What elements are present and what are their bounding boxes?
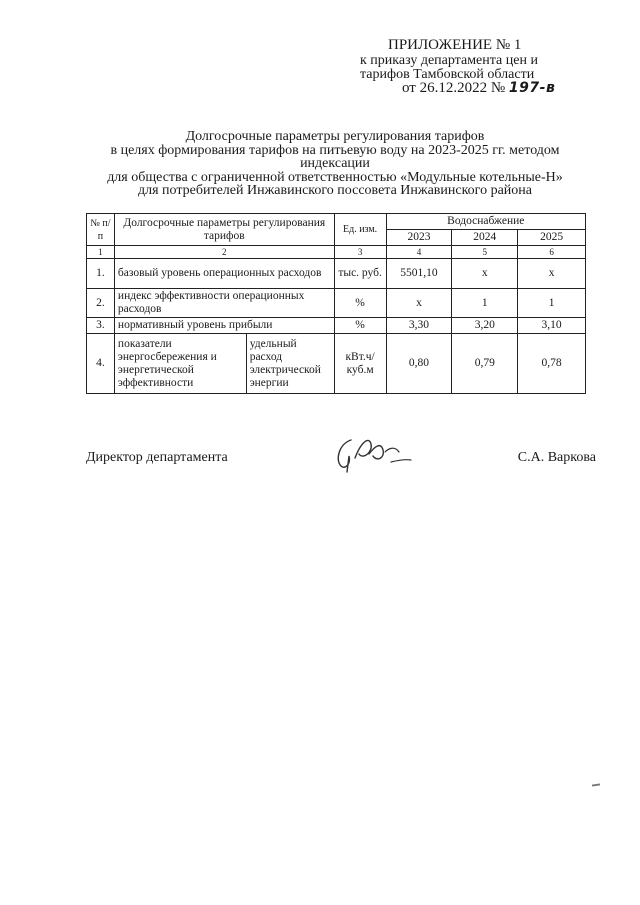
row-num: 4. xyxy=(87,334,115,394)
table-row xyxy=(87,318,586,334)
row-unit: % xyxy=(334,318,386,334)
table-row xyxy=(87,334,586,394)
header-year-2023: 2023 xyxy=(386,230,452,246)
header-year-2024: 2024 xyxy=(452,230,518,246)
row-value-2024: 1 xyxy=(452,289,518,318)
title-line-5: для потребителей Инжавинского поссовета Инжавинского района xyxy=(138,183,532,198)
col-number: 3 xyxy=(334,246,386,259)
row-num: 3. xyxy=(87,318,115,334)
row-unit: тыс. руб. xyxy=(334,259,386,289)
row-param: удельный расход электрической энергии xyxy=(246,334,334,394)
title-line-2: в целях формирования тарифов на питьевую воду на 2023-2025 гг. методом xyxy=(110,142,560,158)
col-number: 2 xyxy=(114,246,334,259)
row-num: 1. xyxy=(87,259,115,289)
row-param: нормативный уровень прибыли xyxy=(114,318,334,334)
row-param: базовый уровень операционных расходов xyxy=(114,259,334,289)
title-line-3: индексации xyxy=(300,156,370,171)
table-row xyxy=(87,259,586,289)
row-value-2024: 0,79 xyxy=(452,334,518,394)
row-value-2025: 3,10 xyxy=(518,318,586,334)
header-unit: Ед. изм. xyxy=(334,214,386,246)
row-value-2023: х xyxy=(386,289,452,318)
row-param: индекс эффективности операционных расходов xyxy=(114,289,334,318)
col-number: 6 xyxy=(518,246,586,259)
signature-image xyxy=(325,428,425,478)
appendix-date: от 26.12.2022 № xyxy=(402,80,509,96)
header-year-2025: 2025 xyxy=(518,230,586,246)
appendix-title: ПРИЛОЖЕНИЕ № 1 xyxy=(388,37,522,53)
column-number-row xyxy=(87,246,586,259)
row-value-2025: 1 xyxy=(518,289,586,318)
header-num: № п/п xyxy=(87,214,115,246)
row-value-2025: х xyxy=(518,259,586,289)
handwritten-order-number: 197-в xyxy=(508,80,556,96)
signer-name: С.А. Варкова xyxy=(517,450,596,465)
appendix-line-3: тарифов Тамбовской области xyxy=(360,67,535,82)
row-num: 2. xyxy=(87,289,115,318)
col-number: 5 xyxy=(452,246,518,259)
parameters-table xyxy=(86,213,586,394)
table-row xyxy=(87,289,586,318)
row-value-2023: 0,80 xyxy=(386,334,452,394)
scan-mark xyxy=(592,783,600,786)
title-line-1: Долгосрочные параметры регулирования тарифов xyxy=(185,129,485,144)
col-number: 1 xyxy=(87,246,115,259)
col-number: 4 xyxy=(386,246,452,259)
appendix-date-number xyxy=(402,81,555,95)
row-unit: кВт.ч/ куб.м xyxy=(334,334,386,394)
row-value-2023: 3,30 xyxy=(386,318,452,334)
table-header-row xyxy=(87,214,586,230)
row-unit: % xyxy=(334,289,386,318)
appendix-line-2: к приказу департамента цен и xyxy=(360,53,538,68)
row-value-2024: х xyxy=(452,259,518,289)
row-value-2023: 5501,10 xyxy=(386,259,452,289)
row-param-group: показатели энергосбережения и энергетической эффективности xyxy=(114,334,246,394)
header-water-supply: Водоснабжение xyxy=(386,214,585,230)
row-value-2025: 0,78 xyxy=(518,334,586,394)
document-title xyxy=(70,130,600,198)
signer-role: Директор департамента xyxy=(86,450,228,465)
title-line-4: для общества с ограниченной ответственностью «Модульные котельные-Н» xyxy=(107,169,563,185)
header-param: Долгосрочные параметры регулирования тарифов xyxy=(114,214,334,246)
row-value-2024: 3,20 xyxy=(452,318,518,334)
